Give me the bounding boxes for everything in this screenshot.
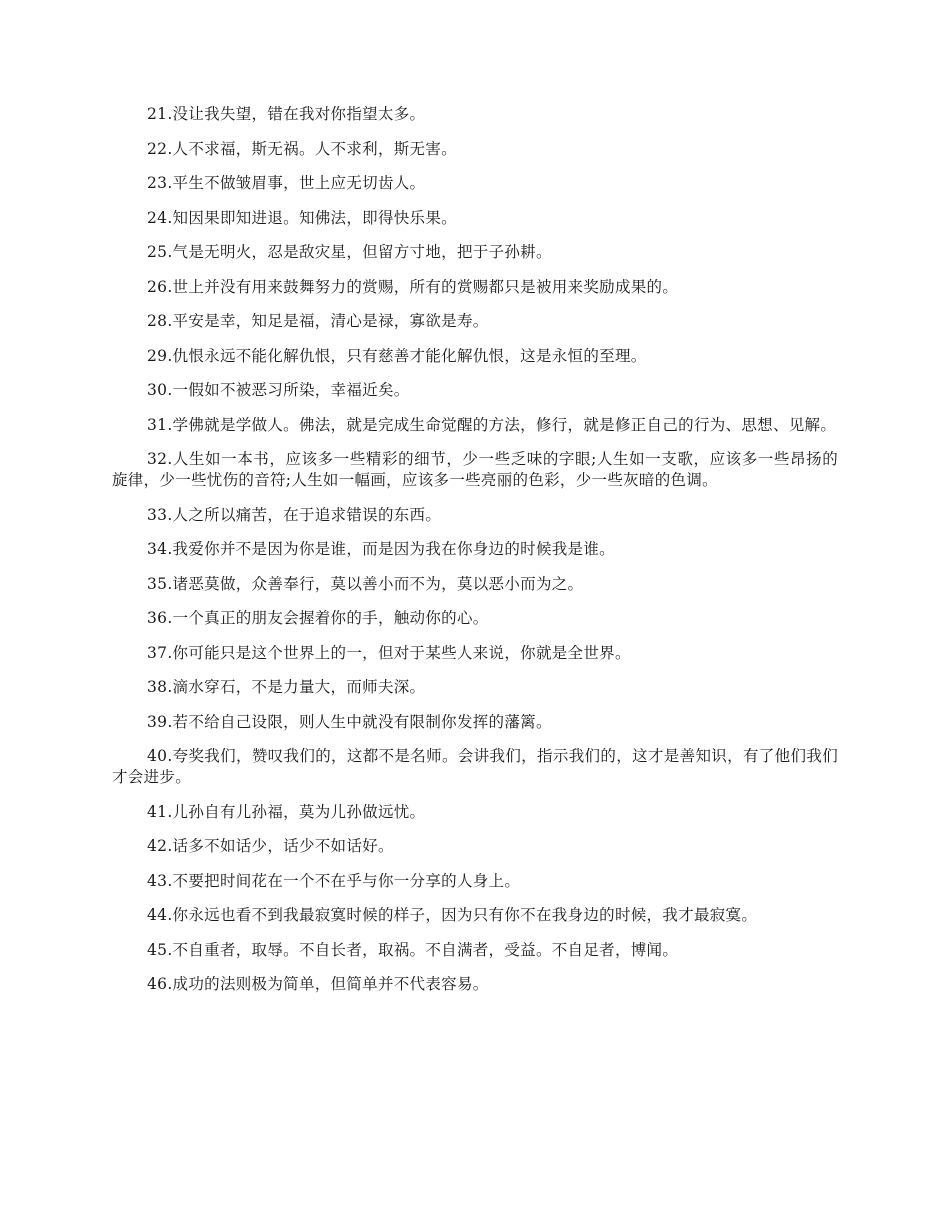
quote-paragraph: 42.话多不如话少，话少不如话好。 xyxy=(147,837,394,855)
quote-paragraph: 21.没让我失望，错在我对你指望太多。 xyxy=(147,105,426,123)
quote-paragraph: 35.诸恶莫做，众善奉行，莫以善小而不为，莫以恶小而为之。 xyxy=(147,574,584,593)
quote-paragraph: 28.平安是幸，知足是福，清心是禄，寡欲是寿。 xyxy=(147,312,489,330)
quote-paragraph: 22.人不求福，斯无祸。人不求利，斯无害。 xyxy=(147,139,457,158)
quote-paragraph: 43.不要把时间花在一个不在乎与你一分享的人身上。 xyxy=(147,871,521,890)
quote-paragraph: 41.儿孙自有儿孙福，莫为儿孙做远忧。 xyxy=(147,802,426,821)
document-page xyxy=(112,104,838,1009)
quote-paragraph: 31.学佛就是学做人。佛法，就是完成生命觉醒的方法，修行，就是修正自己的行为、思想、见解。 xyxy=(147,415,837,434)
quote-paragraph: 24.知因果即知进退。知佛法，即得快乐果。 xyxy=(147,208,457,227)
quote-paragraph: 23.平生不做皱眉事，世上应无切齿人。 xyxy=(147,174,426,192)
quote-paragraph: 25.气是无明火，忍是敌灾星，但留方寸地，把于子孙耕。 xyxy=(147,243,552,261)
quote-paragraph: 45.不自重者，取辱。不自长者，取祸。不自满者，受益。不自足者，博闻。 xyxy=(147,940,679,959)
quote-paragraph: 33.人之所以痛苦，在于追求错误的东西。 xyxy=(147,505,442,524)
quote-paragraph: 29.仇恨永远不能化解仇恨，只有慈善才能化解仇恨，这是永恒的至理。 xyxy=(147,346,647,365)
quote-paragraph: 44.你永远也看不到我最寂寞时候的样子，因为只有你不在我身边的时候，我才最寂寞。 xyxy=(147,906,758,924)
quote-paragraph: 38.滴水穿石，不是力量大，而师夫深。 xyxy=(147,678,426,696)
quote-paragraph: 30.一假如不被恶习所染，幸福近矣。 xyxy=(147,381,410,399)
quote-paragraph: 26.世上并没有用来鼓舞努力的赏赐，所有的赏赐都只是被用来奖励成果的。 xyxy=(147,277,679,296)
quote-paragraph: 34.我爱你并不是因为你是谁，而是因为我在你身边的时候我是谁。 xyxy=(147,540,615,558)
quote-paragraph: 36.一个真正的朋友会握着你的手，触动你的心。 xyxy=(147,609,489,627)
quote-paragraph: 32.人生如一本书，应该多一些精彩的细节，少一些乏味的字眼;人生如一支歌，应该多一些昂扬的旋律，少一些忧伤的音符;人生如一幅画，应该多一些亮丽的色彩，少一些灰暗的色调。 xyxy=(112,450,838,489)
quote-paragraph: 46.成功的法则极为简单，但简单并不代表容易。 xyxy=(147,975,489,993)
quote-paragraph: 39.若不给自己设限，则人生中就没有限制你发挥的藩篱。 xyxy=(147,712,552,731)
quote-paragraph: 40.夸奖我们，赞叹我们的，这都不是名师。会讲我们，指示我们的，这才是善知识，有了他们我们才会进步。 xyxy=(112,747,838,786)
quote-paragraph: 37.你可能只是这个世界上的一，但对于某些人来说，你就是全世界。 xyxy=(147,643,631,662)
